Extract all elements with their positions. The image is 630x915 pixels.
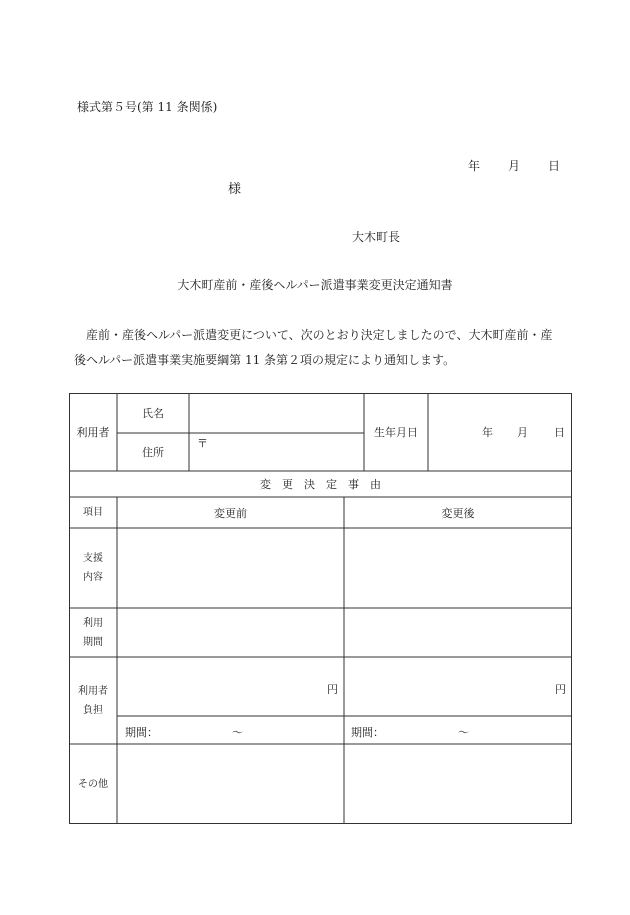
postal-mark: 〒 xyxy=(197,437,208,450)
row-support-label: 支援 内容 xyxy=(83,553,103,583)
date-month: 月 xyxy=(508,159,521,173)
date-day: 日 xyxy=(548,159,561,173)
issue-date xyxy=(468,157,560,174)
after-header: 変更後 xyxy=(441,506,475,520)
support-after-field[interactable] xyxy=(344,528,572,608)
address-label: 住所 xyxy=(142,446,164,459)
notice-table xyxy=(69,393,572,824)
burden-before-yen: 円 xyxy=(327,683,338,696)
burden-before-tilde: ～ xyxy=(232,726,243,739)
row-other-label: その他 xyxy=(78,778,108,790)
issuer: 大木町長 xyxy=(352,230,401,244)
burden-after-yen: 円 xyxy=(555,683,566,696)
burden-after-tilde: ～ xyxy=(458,726,469,739)
period-before-field[interactable] xyxy=(117,608,344,657)
before-header: 変更前 xyxy=(214,506,247,520)
name-field[interactable] xyxy=(189,393,364,433)
item-header: 項目 xyxy=(83,507,103,518)
birth-day: 日 xyxy=(554,426,565,439)
burden-after-period-label: 期間： xyxy=(351,726,384,739)
document-title: 大木町産前・産後ヘルパー派遣事業変更決定通知書 xyxy=(177,278,453,292)
address-field[interactable] xyxy=(189,433,364,471)
reason-header: 変 更 決 定 事 由 xyxy=(260,478,381,491)
other-before-field[interactable] xyxy=(117,744,344,824)
date-year: 年 xyxy=(468,159,481,173)
other-after-field[interactable] xyxy=(344,744,572,824)
birthdate-label: 生年月日 xyxy=(374,426,418,439)
burden-before-period-label: 期間： xyxy=(125,726,158,739)
row-burden-label: 利用者 負担 xyxy=(78,685,108,716)
name-label: 氏名 xyxy=(142,407,164,420)
document-body: 産前・産後ヘルパー派遣変更について、次のとおり決定しましたので、大木町産前・産後ヘルパー派遣事業実施要綱第 11 条第２項の規定により通知します。 xyxy=(74,328,553,367)
support-before-field[interactable] xyxy=(117,528,344,608)
birth-month: 月 xyxy=(517,426,528,439)
period-after-field[interactable] xyxy=(344,608,572,657)
birth-year: 年 xyxy=(482,426,493,439)
row-period-label: 利用 期間 xyxy=(83,617,103,648)
addressee-suffix: 様 xyxy=(228,182,242,197)
form-number: 様式第５号(第 11 条関係) xyxy=(77,100,218,114)
user-label: 利用者 xyxy=(76,426,110,439)
